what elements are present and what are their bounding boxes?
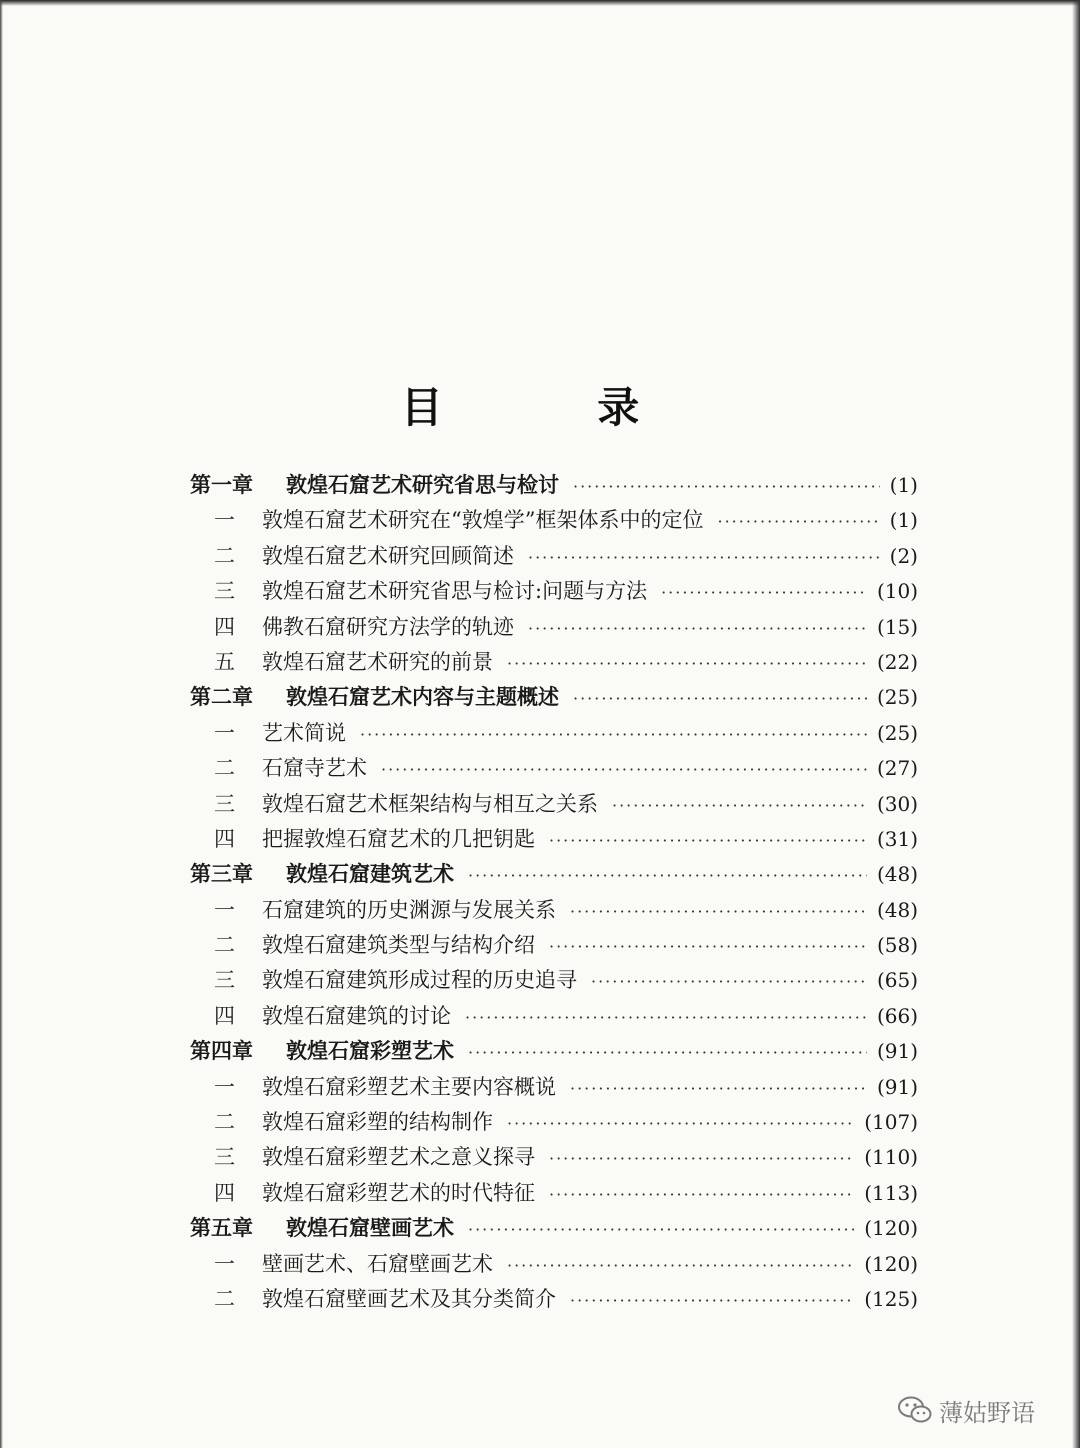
toc-entry-number: 四 (214, 1003, 235, 1028)
toc-entry-title: 佛教石窟研究方法学的轨迹 (262, 614, 514, 639)
toc-entry-number: 三 (214, 1145, 235, 1170)
toc-section-row (190, 1140, 918, 1175)
toc-section-row (190, 928, 918, 963)
toc-page-number: (1) (889, 473, 918, 497)
toc-section-row (190, 610, 918, 645)
toc-section-row (190, 1105, 918, 1140)
toc-page-number: (48) (876, 897, 918, 922)
dot-leader (468, 1035, 867, 1070)
toc-entry-title: 敦煌石窟彩塑的结构制作 (262, 1110, 493, 1135)
toc-entry-number: 二 (214, 756, 235, 781)
toc-entry-title: 敦煌石窟建筑艺术 (286, 862, 454, 887)
dot-leader (570, 894, 867, 929)
dot-leader (528, 611, 867, 646)
toc-entry-title: 敦煌石窟艺术框架结构与相互之关系 (262, 791, 598, 816)
dot-leader (528, 540, 880, 575)
toc-page-number: (48) (876, 862, 918, 887)
toc-page-number: (110) (864, 1145, 918, 1170)
table-of-contents (190, 468, 918, 1317)
toc-section-row (190, 645, 918, 680)
toc-entry-title: 敦煌石窟艺术内容与主题概述 (286, 685, 559, 710)
toc-page-number: (2) (889, 543, 918, 568)
toc-chapter-row (190, 1211, 918, 1246)
toc-entry-title: 艺术简说 (262, 720, 346, 745)
toc-entry-number: 第一章 (190, 473, 253, 497)
toc-section-row (190, 893, 918, 928)
toc-page-number: (31) (876, 826, 918, 851)
dot-leader (465, 1000, 867, 1035)
toc-entry-number: 三 (214, 968, 235, 993)
dot-leader (381, 752, 867, 787)
toc-page-number: (65) (876, 968, 918, 993)
toc-section-row (190, 999, 918, 1034)
toc-entry-title: 敦煌石窟艺术研究的前景 (262, 649, 493, 674)
dot-leader (591, 964, 867, 999)
toc-entry-title: 敦煌石窟彩塑艺术之意义探寻 (262, 1145, 535, 1170)
toc-entry-title: 敦煌石窟彩塑艺术主要内容概说 (262, 1074, 556, 1099)
toc-entry-number: 二 (214, 933, 235, 958)
page-title: 目 录 (400, 383, 710, 432)
dot-leader (507, 1248, 854, 1283)
toc-page-number: (30) (876, 791, 918, 816)
toc-entry-number: 二 (214, 1286, 235, 1311)
toc-section-row (190, 574, 918, 609)
toc-page-number: (120) (864, 1251, 918, 1276)
toc-entry-number: 第四章 (190, 1039, 253, 1064)
scan-edge-top (0, 0, 1080, 6)
toc-entry-title: 把握敦煌石窟艺术的几把钥匙 (262, 826, 535, 851)
toc-section-row (190, 963, 918, 998)
dot-leader (549, 823, 867, 858)
toc-entry-number: 三 (214, 579, 235, 604)
toc-entry-number: 三 (214, 791, 235, 816)
dot-leader (549, 1177, 854, 1212)
toc-entry-title: 石窟寺艺术 (262, 756, 367, 781)
dot-leader (717, 504, 879, 539)
dot-leader (570, 1071, 867, 1106)
scan-edge-right (1072, 0, 1080, 1448)
toc-section-row (190, 716, 918, 751)
toc-entry-number: 一 (214, 720, 235, 745)
dot-leader (468, 1212, 854, 1247)
dot-leader (507, 1106, 854, 1141)
dot-leader (573, 681, 867, 716)
toc-entry-title: 石窟建筑的历史渊源与发展关系 (262, 897, 556, 922)
toc-entry-title: 敦煌石窟彩塑艺术 (286, 1039, 454, 1064)
dot-leader (549, 1141, 854, 1176)
toc-page-number: (58) (876, 933, 918, 958)
toc-entry-number: 一 (214, 1251, 235, 1276)
toc-page-number: (25) (876, 720, 918, 745)
dot-leader (570, 1283, 854, 1318)
toc-entry-number: 第五章 (190, 1216, 253, 1241)
dot-leader (549, 929, 867, 964)
toc-section-row (190, 1247, 918, 1282)
toc-entry-number: 第三章 (190, 862, 253, 887)
dot-leader (573, 469, 880, 504)
toc-entry-title: 敦煌石窟艺术研究省思与检讨 (286, 473, 559, 497)
toc-page-number: (10) (876, 579, 918, 604)
toc-entry-number: 四 (214, 614, 235, 639)
toc-entry-title: 敦煌石窟壁画艺术 (286, 1216, 454, 1241)
toc-page-number: (91) (876, 1074, 918, 1099)
dot-leader (507, 646, 867, 681)
toc-entry-number: 一 (214, 508, 235, 533)
toc-entry-title: 壁画艺术、石窟壁画艺术 (262, 1251, 493, 1276)
wechat-icon (897, 1395, 933, 1425)
toc-section-row (190, 751, 918, 786)
dot-leader (360, 717, 867, 752)
toc-section-row (190, 1176, 918, 1211)
toc-page-number: (15) (876, 614, 918, 639)
toc-entry-number: 五 (214, 649, 235, 674)
toc-page-number: (25) (876, 685, 918, 710)
toc-page-number: (107) (864, 1110, 918, 1135)
toc-page-number: (1) (889, 508, 918, 533)
toc-entry-title: 敦煌石窟建筑的讨论 (262, 1003, 451, 1028)
toc-section-row (190, 503, 918, 538)
toc-chapter-row (190, 468, 918, 503)
toc-entry-number: 一 (214, 1074, 235, 1099)
toc-entry-title: 敦煌石窟艺术研究省思与检讨:问题与方法 (262, 579, 648, 604)
toc-page-number: (120) (864, 1216, 918, 1241)
toc-entry-title: 敦煌石窟建筑形成过程的历史追寻 (262, 968, 577, 993)
toc-page-number: (113) (864, 1180, 918, 1205)
toc-section-row (190, 822, 918, 857)
toc-page-number: (125) (864, 1286, 918, 1311)
toc-entry-number: 第二章 (190, 685, 253, 710)
watermark-text: 薄姑野语 (939, 1398, 1035, 1427)
toc-section-row (190, 787, 918, 822)
toc-entry-number: 四 (214, 826, 235, 851)
toc-entry-number: 四 (214, 1180, 235, 1205)
watermark (897, 1390, 1035, 1430)
toc-page-number: (66) (876, 1003, 918, 1028)
scan-edge-left (0, 0, 3, 1448)
toc-entry-title: 敦煌石窟壁画艺术及其分类简介 (262, 1286, 556, 1311)
toc-section-row (190, 1282, 918, 1317)
toc-section-row (190, 539, 918, 574)
toc-entry-title: 敦煌石窟艺术研究在“敦煌学”框架体系中的定位 (262, 508, 704, 533)
dot-leader (612, 788, 867, 823)
toc-chapter-row (190, 680, 918, 715)
toc-entry-title: 敦煌石窟建筑类型与结构介绍 (262, 933, 535, 958)
toc-page-number: (91) (876, 1039, 918, 1064)
toc-page-number: (27) (876, 756, 918, 781)
toc-chapter-row (190, 1034, 918, 1069)
dot-leader (468, 858, 867, 893)
dot-leader (661, 575, 867, 610)
toc-page-number: (22) (876, 649, 918, 674)
toc-entry-number: 二 (214, 1110, 235, 1135)
toc-chapter-row (190, 857, 918, 892)
toc-entry-title: 敦煌石窟艺术研究回顾简述 (262, 543, 514, 568)
toc-entry-title: 敦煌石窟彩塑艺术的时代特征 (262, 1180, 535, 1205)
toc-entry-number: 一 (214, 897, 235, 922)
toc-entry-number: 二 (214, 543, 235, 568)
toc-section-row (190, 1070, 918, 1105)
